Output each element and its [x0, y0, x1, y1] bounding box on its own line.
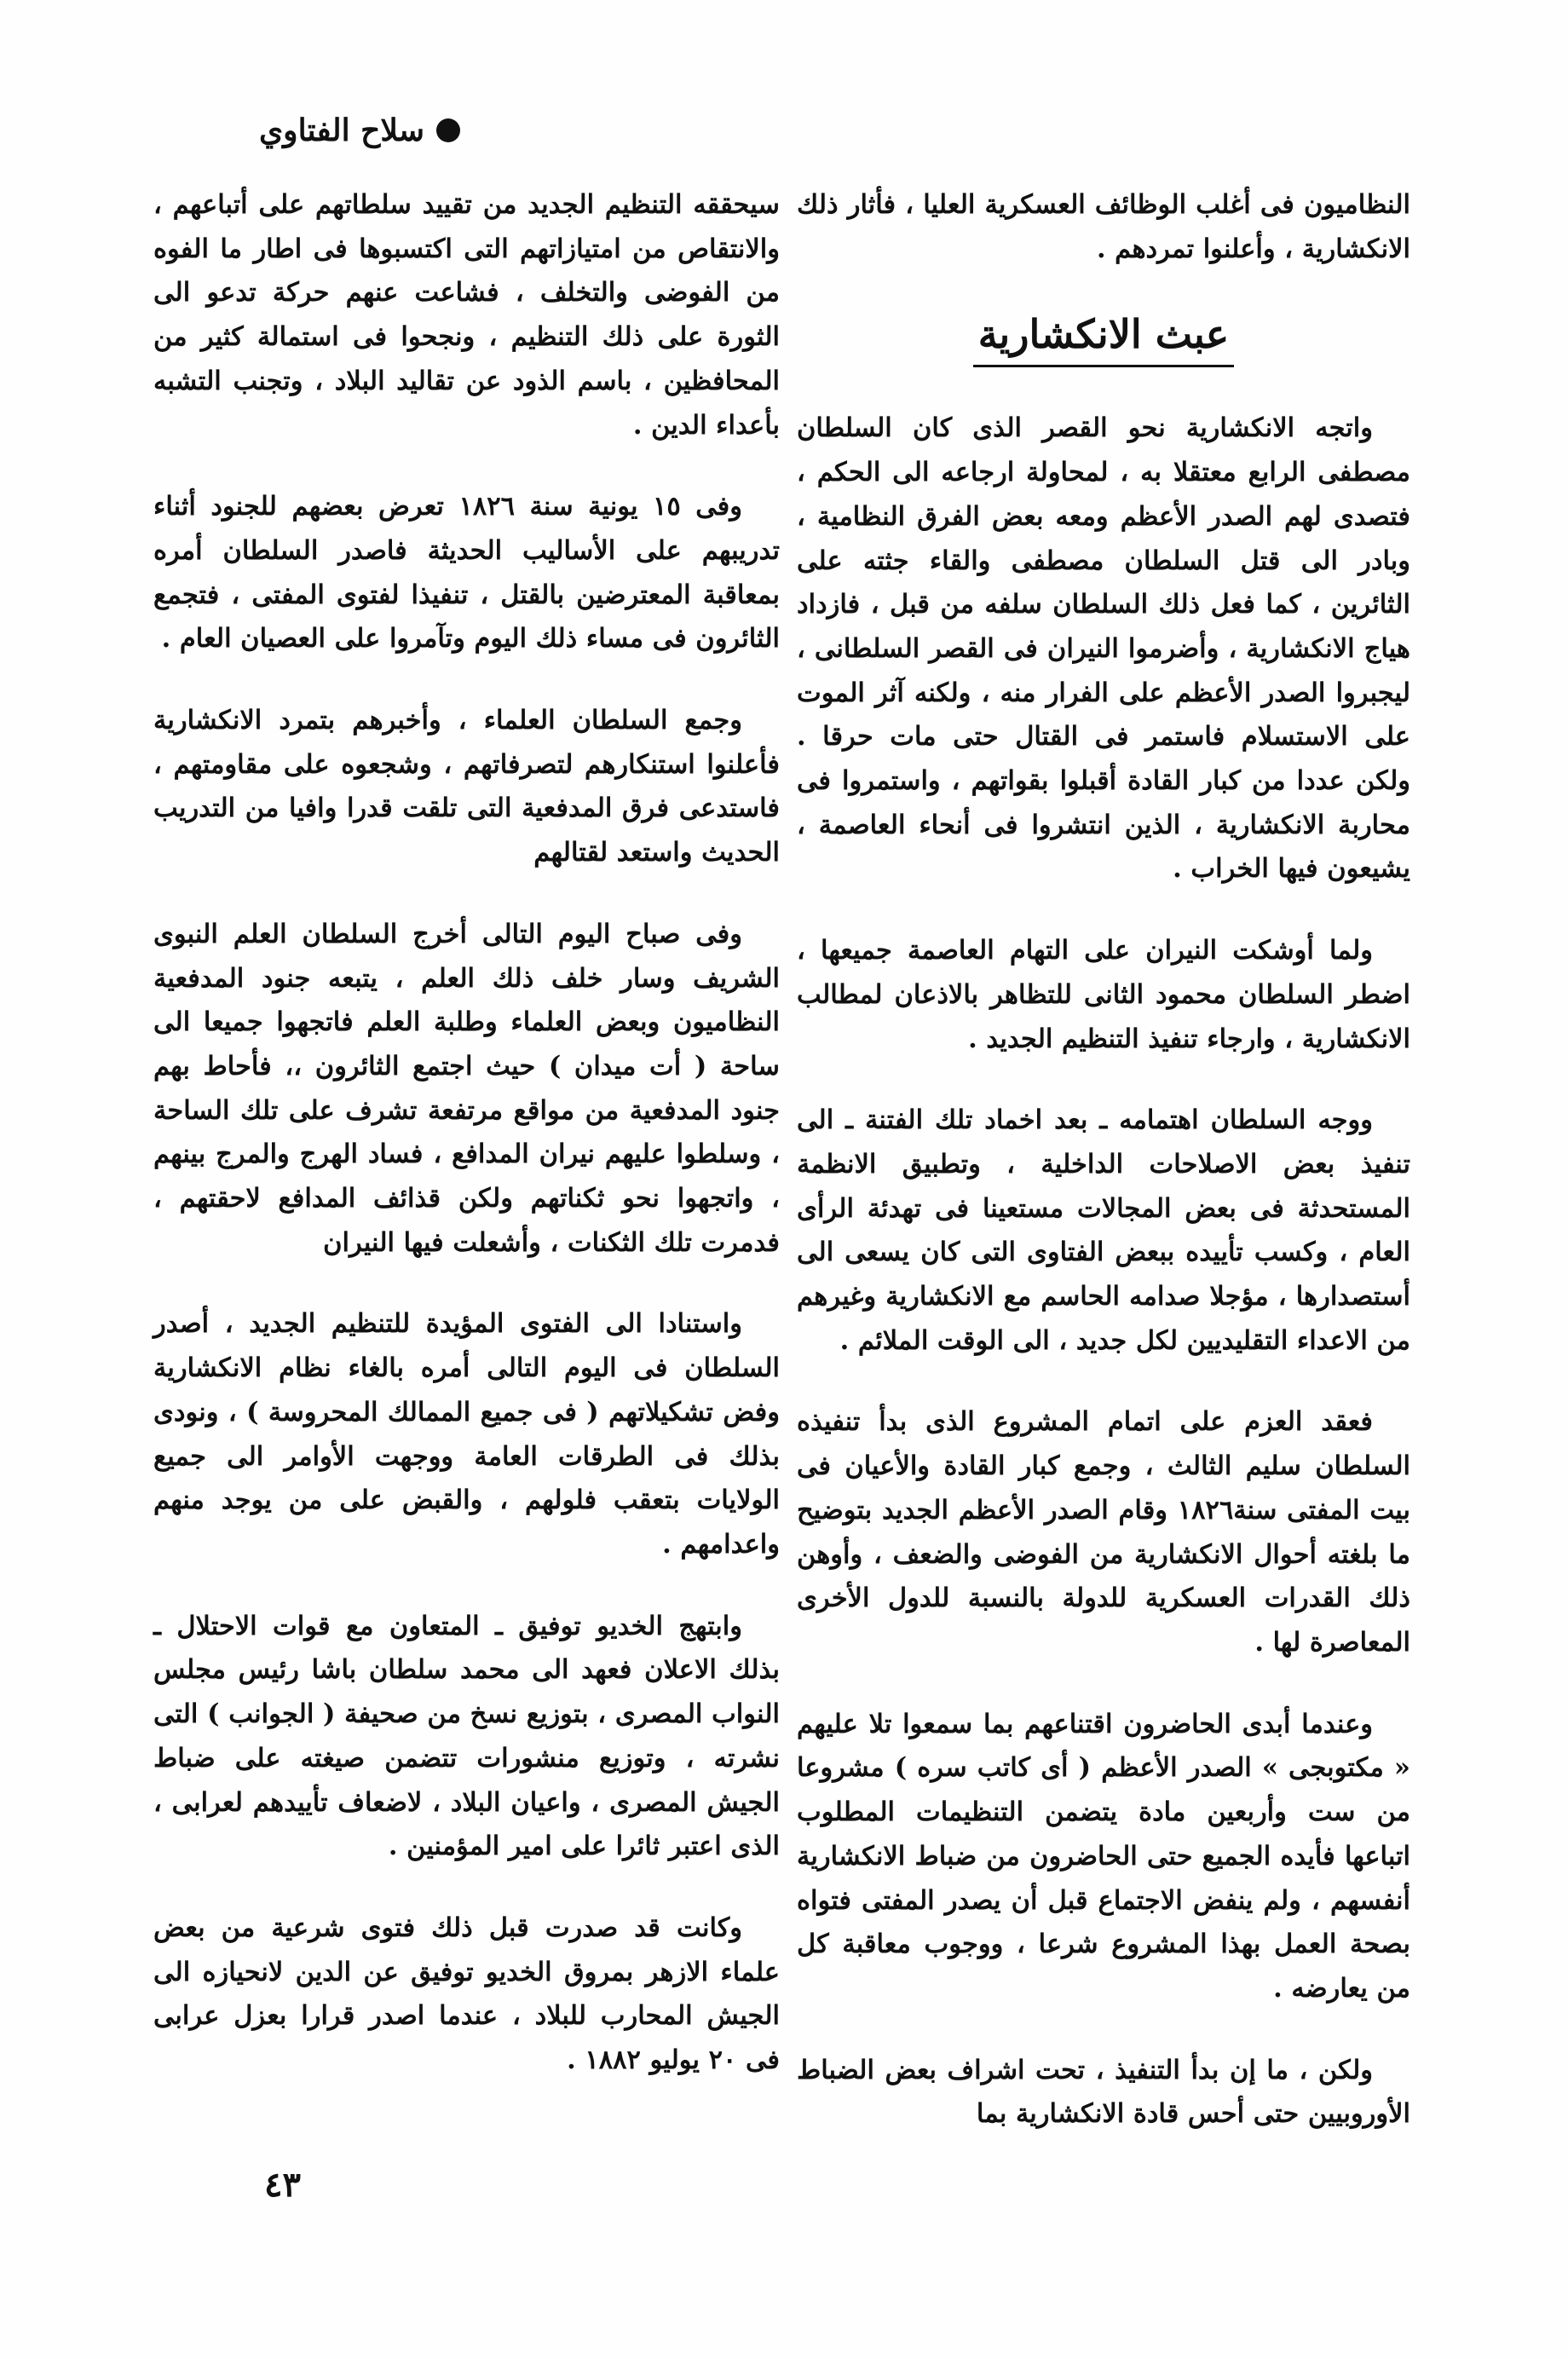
left-intro-paragraph: سيحققه التنظيم الجديد من تقييد سلطاتهم على أتباعهم ، والانتقاص من امتيازاتهم التى اكتسبوها فى اطار ما الفوه من الفوضى والتخلف ، فشاعت عنهم حركة تدعو الى الثورة على ذلك التنظيم ، ونجحوا فى استمالة كثير من المحافظين ، باسم الذود عن تقاليد البلاد ، وتجنب التشبه بأعداء الدين .: [153, 189, 780, 441]
body-paragraph: وجمع السلطان العلماء ، وأخبرهم بتمرد الانكشارية فأعلنوا استنكارهم لتصرفاتهم ، وشجعوه على مقاومتهم ، فاستدعى فرق المدفعية التى تلقت قدرا وافيا من التدريب الحديث واستعد لقتالهم: [153, 705, 780, 868]
body-paragraph: واستنادا الى الفتوى المؤيدة للتنظيم الجديد ، أصدر السلطان فى اليوم التالى أمره بالغاء نظام الانكشارية وفض تشكيلاتهم ( فى جميع الممالك المحروسة ) ، ونودى بذلك فى الطرقات العامة ووجهت الأوامر الى جميع الولايات بتعقب فلولهم ، والقبض على من يوجد منهم واعدامهم .: [153, 1308, 780, 1560]
bullet-dot-icon: [436, 118, 460, 142]
body-paragraph: ووجه السلطان اهتمامه ـ بعد اخماد تلك الفتنة ـ الى تنفيذ بعض الاصلاحات الداخلية ، وتطبيق الانظمة المستحدثة فى بعض المجالات مستعينا فى تهدئة الرأى العام ، وكسب تأييده ببعض الفتاوى التى كان يسعى الى أستصدارها ، مؤجلا صدامه الحاسم مع الانكشارية وغيرهم من الاعداء التقليديين لكل جديد ، الى الوقت الملائم .: [797, 1105, 1410, 1356]
body-paragraph: وفى ١٥ يونية سنة ١٨٢٦ تعرض بعضهم للجنود أثناء تدريبهم على الأساليب الحديثة فاصدر السلطان أمره بمعاقبة المعترضين بالقتل ، تنفيذا لفتوى المفتى ، فتجمع الثائرون فى مساء ذلك اليوم وتآمروا على العصيان العام .: [153, 491, 780, 655]
right-column: [797, 183, 1410, 2174]
body-paragraph: وابتهج الخديو توفيق ـ المتعاون مع قوات الاحتلال ـ بذلك الاعلان فعهد الى محمد سلطان باشا رئيس مجلس النواب المصرى ، بتوزيع نسخ من صحيفة ( الجوانب ) التى نشرته ، وتوزيع منشورات تتضمن صيغته على ضباط الجيش المصرى ، واعيان البلاد ، لاضعاف تأييدهم لعرابى ، الذى اعتبر ثائرا على امير المؤمنين .: [153, 1610, 780, 1862]
page-header: [153, 101, 460, 160]
left-column: [153, 183, 780, 2120]
page-number: ٤٣: [264, 2165, 301, 2205]
body-paragraph: وفى صباح اليوم التالى أخرج السلطان العلم النبوى الشريف وسار خلف ذلك العلم ، يتبعه جنود المدفعية النظاميون وبعض العلماء وطلبة العلم فاتجهوا جميعا الى ساحة ( أت ميدان ) حيث اجتمع الثائرون ،، فأحاط بهم جنود المدفعية من مواقع مرتفعة تشرف على تلك الساحة ، وسلطوا عليهم نيران المدافع ، فساد الهرج والمرج بينهم ، واتجهوا نحو ثكناتهم ولكن قذائف المدافع لاحقتهم ، فدمرت تلك الثكنات ، وأشعلت فيها النيران: [153, 918, 780, 1258]
section-title: [797, 309, 1410, 367]
body-paragraph: ولما أوشكت النيران على التهام العاصمة جميعها ، اضطر السلطان محمود الثانى للتظاهر بالاذعان لمطالب الانكشارية ، وارجاء تنفيذ التنظيم الجديد .: [797, 935, 1410, 1054]
right-intro-paragraph: النظاميون فى أغلب الوظائف العسكرية العليا ، فأثار ذلك الانكشارية ، وأعلنوا تمردهم .: [797, 189, 1410, 264]
section-title-text: عبث الانكشارية: [973, 309, 1234, 367]
body-paragraph: واتجه الانكشارية نحو القصر الذى كان السلطان مصطفى الرابع معتقلا به ، لمحاولة ارجاعه الى الحكم ، فتصدى لهم الصدر الأعظم ومعه بعض الفرق النظامية ، وبادر الى قتل السلطان مصطفى والقاء جثته على الثائرين ، كما فعل ذلك السلطان سلفه من قبل ، فازداد هياج الانكشارية ، وأضرموا النيران فى القصر السلطانى ، ليجبروا الصدر الأعظم على الفرار منه ، ولكنه آثر الموت على الاستسلام فاستمر فى القتال حتى مات حرقا . ولكن عددا من كبار القادة أقبلوا بقواتهم ، واستمروا فى محاربة الانكشارية ، الذين انتشروا فى أنحاء العاصمة ، يشيعون فيها الخراب .: [797, 412, 1410, 885]
body-paragraph: فعقد العزم على اتمام المشروع الذى بدأ تنفيذه السلطان سليم الثالث ، وجمع كبار القادة والأعيان فى بيت المفتى سنة١٨٢٦ وقام الصدر الأعظم الجديد بتوضيح ما بلغته أحوال الانكشارية من الفوضى والضعف ، وأوهن ذلك القدرات العسكرية للدولة بالنسبة للدول الأخرى المعاصرة لها .: [797, 1406, 1410, 1658]
author-name: سلاح الفتاوي: [259, 112, 424, 148]
body-paragraph: ولكن ، ما إن بدأ التنفيذ ، تحت اشراف بعض الضباط الأوروبيين حتى أحس قادة الانكشارية بما: [797, 2054, 1410, 2130]
body-paragraph: وكانت قد صدرت قبل ذلك فتوى شرعية من بعض علماء الازهر بمروق الخديو توفيق عن الدين لانحيازه الى الجيش المحارب للبلاد ، عندما اصدر قرارا بعزل عرابى فى ٢٠ يوليو ١٨٨٢ .: [153, 1912, 780, 2076]
body-paragraph: وعندما أبدى الحاضرون اقتناعهم بما سمعوا تلا عليهم « مكتوبجى » الصدر الأعظم ( أى كاتب سره ) مشروعا من ست وأربعين مادة يتضمن التنظيمات المطلوب اتباعها فأيده الجميع حتى الحاضرون من ضباط الانكشارية أنفسهم ، ولم ينفض الاجتماع قبل أن يصدر المفتى فتواه بصحة العمل بهذا المشروع شرعا ، ووجوب معاقبة كل من يعارضه .: [797, 1708, 1410, 2004]
